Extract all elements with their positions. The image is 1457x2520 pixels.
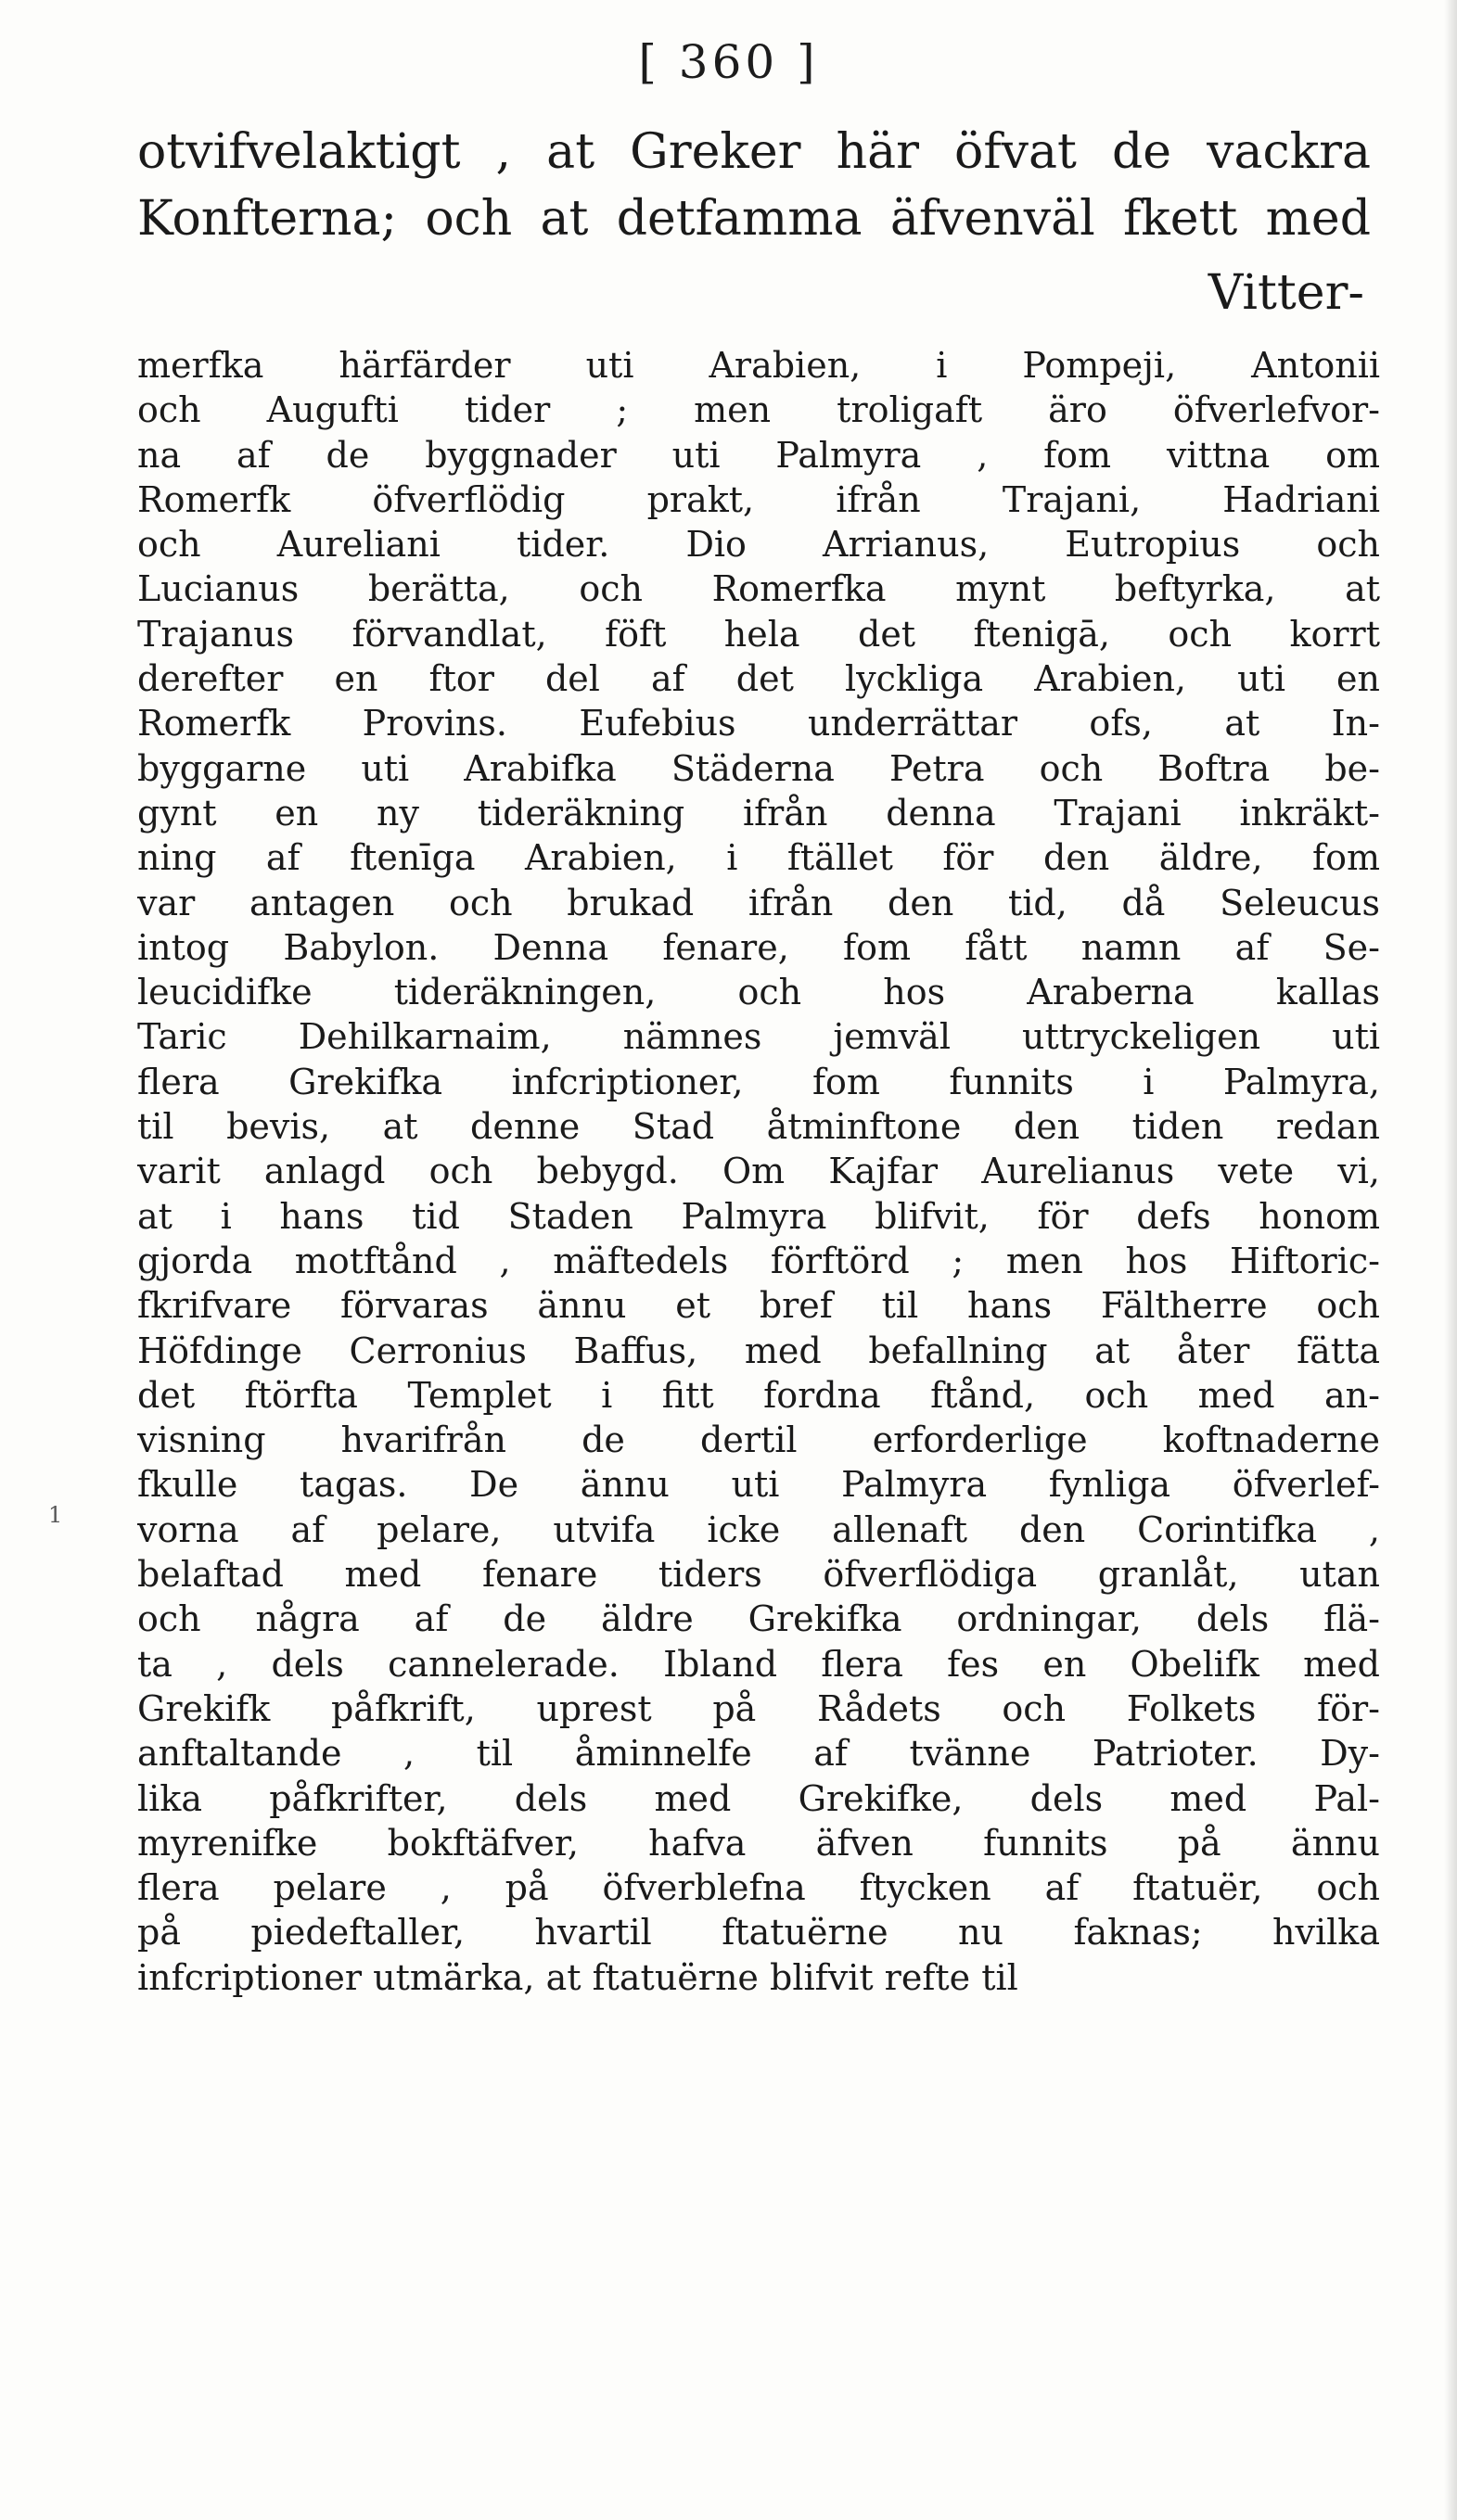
text-line: Grekifk påfkrift, uprest på Rådets och Folkets för- [137,1687,1380,1729]
text-line: visning hvarifrån de dertil erforderlige koftnaderne [137,1419,1380,1461]
margin-mark: 1 [48,1502,63,1528]
text-line: och några af de äldre Grekifka ordningar, dels flä- [137,1598,1380,1640]
text-line: belaftad med fenare tiders öfverflödiga granlåt, utan [137,1554,1380,1596]
text-line: Höfdinge Cerronius Baffus, med befallning at åter fätta [137,1330,1380,1371]
text-line: flera pelare , på öfverblefna ftycken af ftatuër, och [137,1867,1380,1909]
text-line: Romerfk öfverflödig prakt, ifrån Trajani, Hadriani [137,478,1380,520]
text-line: myrenifke bokftäfver, hafva äfven funnits på ännu [137,1822,1380,1864]
catchword: Vitter- [1208,265,1364,321]
text-line: det ftörfta Templet i fitt fordna ftånd, och med an- [137,1374,1380,1416]
opening-lines [137,119,1371,252]
text-line: intog Babylon. Denna fenare, fom fått namn af Se- [137,926,1380,968]
text-line: och Augufti tider ; men troligaft äro öfverlefvor- [137,389,1380,431]
text-line: gynt en ny tideräkning ifrån denna Trajani inkräkt- [137,792,1380,834]
text-line: derefter en ftor del af det lyckliga Arabien, uti en [137,658,1380,700]
text-line: Taric Dehilkarnaim, nämnes jemväl uttryckeligen uti [137,1016,1380,1058]
body-text [137,343,1380,2000]
text-line: gjorda motftånd , mäftedels förftörd ; men hos Hiftoric- [137,1240,1380,1281]
text-line: ta , dels cannelerade. Ibland flera fes en Obelifk med [137,1643,1380,1685]
text-line: fkulle tagas. De ännu uti Palmyra fynliga öfverlef- [137,1464,1380,1506]
page-number: [ 360 ] [638,35,819,89]
text-line: Trajanus förvandlat, föft hela det ftenigā, och korrt [137,613,1380,655]
text-line: infcriptioner utmärka, at ftatuërne blifvit refte til [137,1956,1018,1998]
text-line: otvifvelaktigt , at Greker här öfvat de vackra [137,124,1371,180]
text-line: var antagen och brukad ifrån den tid, då Seleucus [137,882,1380,923]
text-line: varit anlagd och bebygd. Om Kajfar Aurelianus vete vi, [137,1151,1380,1192]
text-line: at i hans tid Staden Palmyra blifvit, för defs honom [137,1195,1380,1237]
text-line: leucidifke tideräkningen, och hos Araberna kallas [137,972,1380,1013]
text-line: merfka härfärder uti Arabien, i Pompeji, Antonii [137,345,1380,386]
text-line: lika påfkrifter, dels med Grekifke, dels med Pal- [137,1777,1380,1819]
text-line: byggarne uti Arabifka Städerna Petra och Boftra be- [137,747,1380,789]
text-line: Romerfk Provins. Eufebius underrättar ofs, at In- [137,703,1380,745]
text-line: Konfterna; och at detfamma äfvenväl fkett med [137,191,1371,247]
text-line: och Aureliani tider. Dio Arrianus, Eutropius och [137,524,1380,566]
text-line: anftaltande , til åminnelfe af tvänne Patrioter. Dy- [137,1733,1380,1775]
text-line: ning af ftenīga Arabien, i ftället för den äldre, fom [137,837,1380,879]
page-edge-shadow [1444,0,1457,2520]
text-line: fkrifvare förvaras ännu et bref til hans Fältherre och [137,1285,1380,1327]
text-line: na af de byggnader uti Palmyra , fom vittna om [137,434,1380,476]
text-line: Lucianus berätta, och Romerfka mynt beftyrka, at [137,568,1380,610]
text-line: til bevis, at denne Stad åtminftone den tiden redan [137,1106,1380,1148]
text-line: på piedeftaller, hvartil ftatuërne nu faknas; hvilka [137,1912,1380,1954]
text-line: vorna af pelare, utvifa icke allenaft den Corintifka , [137,1508,1380,1550]
text-line: flera Grekifka infcriptioner, fom funnits i Palmyra, [137,1061,1380,1102]
